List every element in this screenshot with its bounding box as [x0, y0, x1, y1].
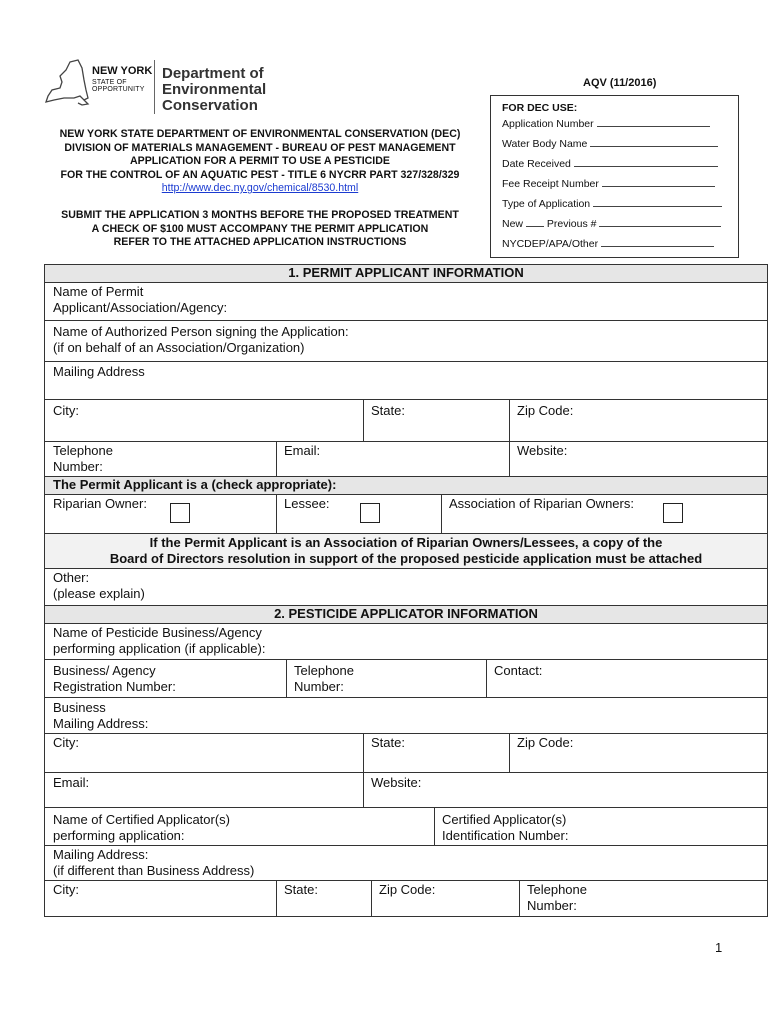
business-state-label: State: — [371, 735, 405, 750]
logo-dept-line-1: Department of — [162, 65, 264, 82]
business-email-label: Email: — [53, 775, 90, 790]
business-website-cell[interactable] — [363, 773, 767, 807]
email-label: Email: — [284, 443, 321, 458]
association-label: Association of Riparian Owners: — [449, 496, 634, 511]
header-line-3: APPLICATION FOR A PERMIT TO USE A PESTICIDE — [130, 155, 390, 167]
header-title-block — [40, 128, 480, 196]
dec-previous-label: Previous # — [546, 218, 597, 230]
website-label: Website: — [517, 443, 568, 458]
state-label: State: — [371, 403, 405, 418]
permit-form-table — [44, 264, 768, 917]
certified-name-label-2: performing application: — [53, 828, 185, 843]
applicant-type-header — [45, 476, 767, 494]
dec-nycdep-label: NYCDEP/APA/Other — [502, 238, 599, 250]
business-zip-cell[interactable] — [509, 734, 767, 772]
applicator-city-row — [45, 880, 767, 916]
certified-name-label-1: Name of Certified Applicator(s) — [53, 812, 231, 827]
applicator-mailing-row[interactable] — [45, 845, 767, 880]
association-checkbox[interactable] — [663, 503, 683, 523]
business-email-web-row — [45, 772, 767, 807]
logo-tagline-1: STATE OF — [92, 79, 127, 86]
business-city-label: City: — [53, 735, 79, 750]
certified-id-label-1: Certified Applicator(s) — [442, 812, 567, 827]
applicator-telephone-label-1: Telephone — [527, 882, 587, 897]
applicator-zip-cell[interactable] — [371, 881, 519, 916]
contact-label: Contact: — [494, 663, 543, 678]
telephone-label-2: Number: — [53, 459, 103, 474]
business-name-label-1: Name of Pesticide Business/Agency — [53, 625, 262, 640]
applicant-name-row[interactable] — [45, 282, 767, 320]
submit-line-1: SUBMIT THE APPLICATION 3 MONTHS BEFORE THE PROPOSED TREATMENT — [61, 209, 459, 221]
city-state-zip-row — [45, 399, 767, 441]
dec-date-received — [502, 157, 718, 170]
riparian-owner-checkbox[interactable] — [170, 503, 190, 523]
business-mailing-cell[interactable] — [45, 698, 767, 733]
header-link[interactable]: http://www.dec.ny.gov/chemical/8530.html — [161, 182, 359, 194]
contact-cell[interactable] — [486, 660, 767, 697]
dec-type-of-application — [502, 197, 722, 210]
zip-cell[interactable] — [509, 400, 767, 441]
dec-new-label: New — [502, 218, 524, 230]
business-mailing-label-1: Business — [53, 700, 106, 715]
zip-label: Zip Code: — [517, 403, 574, 418]
telephone-cell[interactable] — [45, 442, 276, 476]
email-cell[interactable] — [276, 442, 509, 476]
dec-use-title: FOR DEC USE: — [502, 102, 578, 114]
registration-label-2: Registration Number: — [53, 679, 176, 694]
phone-email-web-row — [45, 441, 767, 476]
mailing-address-row[interactable] — [45, 361, 767, 399]
registration-row — [45, 659, 767, 697]
city-cell[interactable] — [45, 400, 363, 441]
submit-line-3: REFER TO THE ATTACHED APPLICATION INSTRUCTIONS — [113, 236, 407, 248]
business-telephone-label-2: Number: — [294, 679, 344, 694]
dec-fee-receipt — [502, 177, 715, 190]
certified-id-cell[interactable] — [434, 808, 767, 845]
business-mailing-label-2: Mailing Address: — [53, 716, 149, 731]
business-email-cell[interactable] — [45, 773, 363, 807]
applicator-mailing-label-2: (if different than Business Address) — [53, 863, 255, 878]
submit-line-2: A CHECK OF $100 MUST ACCOMPANY THE PERMIT APPLICATION — [91, 222, 429, 235]
mailing-address-cell[interactable] — [45, 362, 767, 399]
dec-logo — [44, 58, 274, 120]
applicant-name-cell[interactable] — [45, 283, 767, 320]
applicator-telephone-label-2: Number: — [527, 898, 577, 913]
certified-id-label-2: Identification Number: — [442, 828, 569, 843]
header-submit-block — [40, 209, 480, 250]
section2-title: 2. PESTICIDE APPLICATOR INFORMATION — [274, 606, 538, 621]
mailing-address-label: Mailing Address — [53, 364, 145, 379]
page-number: 1 — [715, 940, 723, 955]
business-zip-label: Zip Code: — [517, 735, 574, 750]
lessee-checkbox[interactable] — [360, 503, 380, 523]
dec-application-number — [502, 117, 710, 130]
logo-divider — [154, 60, 155, 114]
lessee-label: Lessee: — [284, 496, 330, 511]
riparian-owner-cell — [45, 495, 276, 533]
applicator-mailing-label-1: Mailing Address: — [53, 847, 149, 862]
authorized-person-row[interactable] — [45, 320, 767, 361]
business-name-row[interactable] — [45, 623, 767, 659]
riparian-owner-label: Riparian Owner: — [53, 496, 147, 511]
applicator-zip-label: Zip Code: — [379, 882, 436, 897]
logo-dept-line-2: Environmental — [162, 81, 267, 98]
lessee-cell — [276, 495, 441, 533]
registration-cell[interactable] — [45, 660, 286, 697]
dec-water-body-name-label: Water Body Name — [502, 138, 588, 150]
telephone-label-1: Telephone — [53, 443, 113, 458]
dec-water-body-name — [502, 137, 718, 150]
section1-header — [45, 265, 767, 282]
header-line-4: FOR THE CONTROL OF AN AQUATIC PEST - TITLE 6 NYCRR PART 327/328/329 — [60, 168, 460, 181]
business-city-state-zip-row — [45, 733, 767, 772]
certified-applicator-row — [45, 807, 767, 845]
form-id: AQV (11/2016) — [583, 77, 657, 89]
applicant-name-label-2: Applicant/Association/Agency: — [53, 300, 228, 315]
dec-new-previous — [502, 217, 721, 230]
state-cell[interactable] — [363, 400, 509, 441]
applicator-state-cell[interactable] — [276, 881, 371, 916]
applicator-telephone-cell[interactable] — [519, 881, 767, 916]
business-name-label-2: performing application (if applicable): — [53, 641, 266, 656]
applicator-state-label: State: — [284, 882, 318, 897]
logo-tagline-2: OPPORTUNITY — [92, 86, 145, 93]
applicant-type-row — [45, 494, 767, 533]
applicant-type-heading: The Permit Applicant is a (check appropriate): — [53, 477, 337, 492]
applicator-city-label: City: — [53, 882, 79, 897]
header-line-2: DIVISION OF MATERIALS MANAGEMENT - BUREAU OF PEST MANAGEMENT — [64, 141, 456, 154]
applicator-city-cell[interactable] — [45, 881, 276, 916]
business-mailing-row[interactable] — [45, 697, 767, 733]
registration-label-1: Business/ Agency — [53, 663, 156, 678]
dec-nycdep — [502, 237, 714, 250]
website-cell[interactable] — [509, 442, 767, 476]
other-cell[interactable] — [45, 569, 767, 605]
business-telephone-label-1: Telephone — [294, 663, 354, 678]
business-telephone-cell[interactable] — [286, 660, 486, 697]
certified-name-cell[interactable] — [45, 808, 434, 845]
logo-department-name — [162, 66, 266, 114]
other-label-1: Other: — [53, 570, 90, 585]
dec-type-label: Type of Application — [502, 198, 591, 210]
authorized-label-1: Name of Authorized Person signing the Application: — [53, 324, 349, 339]
dec-fee-receipt-label: Fee Receipt Number — [502, 178, 599, 190]
business-name-cell[interactable] — [45, 624, 767, 659]
applicant-name-label-1: Name of Permit — [53, 284, 144, 299]
association-note-2: Board of Directors resolution in support of the proposed pesticide application must be attached — [109, 551, 703, 566]
logo-tagline — [92, 79, 145, 93]
section1-title: 1. PERMIT APPLICANT INFORMATION — [288, 265, 524, 280]
dec-date-received-label: Date Received — [502, 158, 571, 170]
business-website-label: Website: — [371, 775, 422, 790]
business-city-cell[interactable] — [45, 734, 363, 772]
applicator-mailing-cell[interactable] — [45, 846, 767, 880]
association-note-1: If the Permit Applicant is an Association of Riparian Owners/Lessees, a copy of the — [149, 535, 663, 550]
logo-dept-line-3: Conservation — [162, 97, 258, 114]
other-label-2: (please explain) — [53, 586, 145, 601]
city-label: City: — [53, 403, 79, 418]
new-york-state-outline-icon — [44, 58, 90, 108]
association-note — [45, 534, 767, 568]
dec-application-number-label: Application Number — [502, 118, 594, 130]
other-row[interactable] — [45, 568, 767, 605]
logo-state-name: NEW YORK — [92, 65, 153, 77]
header-line-1: NEW YORK STATE DEPARTMENT OF ENVIRONMENTAL CONSERVATION (DEC) — [59, 128, 461, 140]
association-cell — [441, 495, 767, 533]
authorized-person-cell[interactable] — [45, 321, 767, 361]
section2-header — [45, 605, 767, 623]
authorized-label-2: (if on behalf of an Association/Organization) — [53, 340, 305, 355]
business-state-cell[interactable] — [363, 734, 509, 772]
association-note-row — [45, 533, 767, 568]
dec-use-box — [490, 95, 739, 258]
